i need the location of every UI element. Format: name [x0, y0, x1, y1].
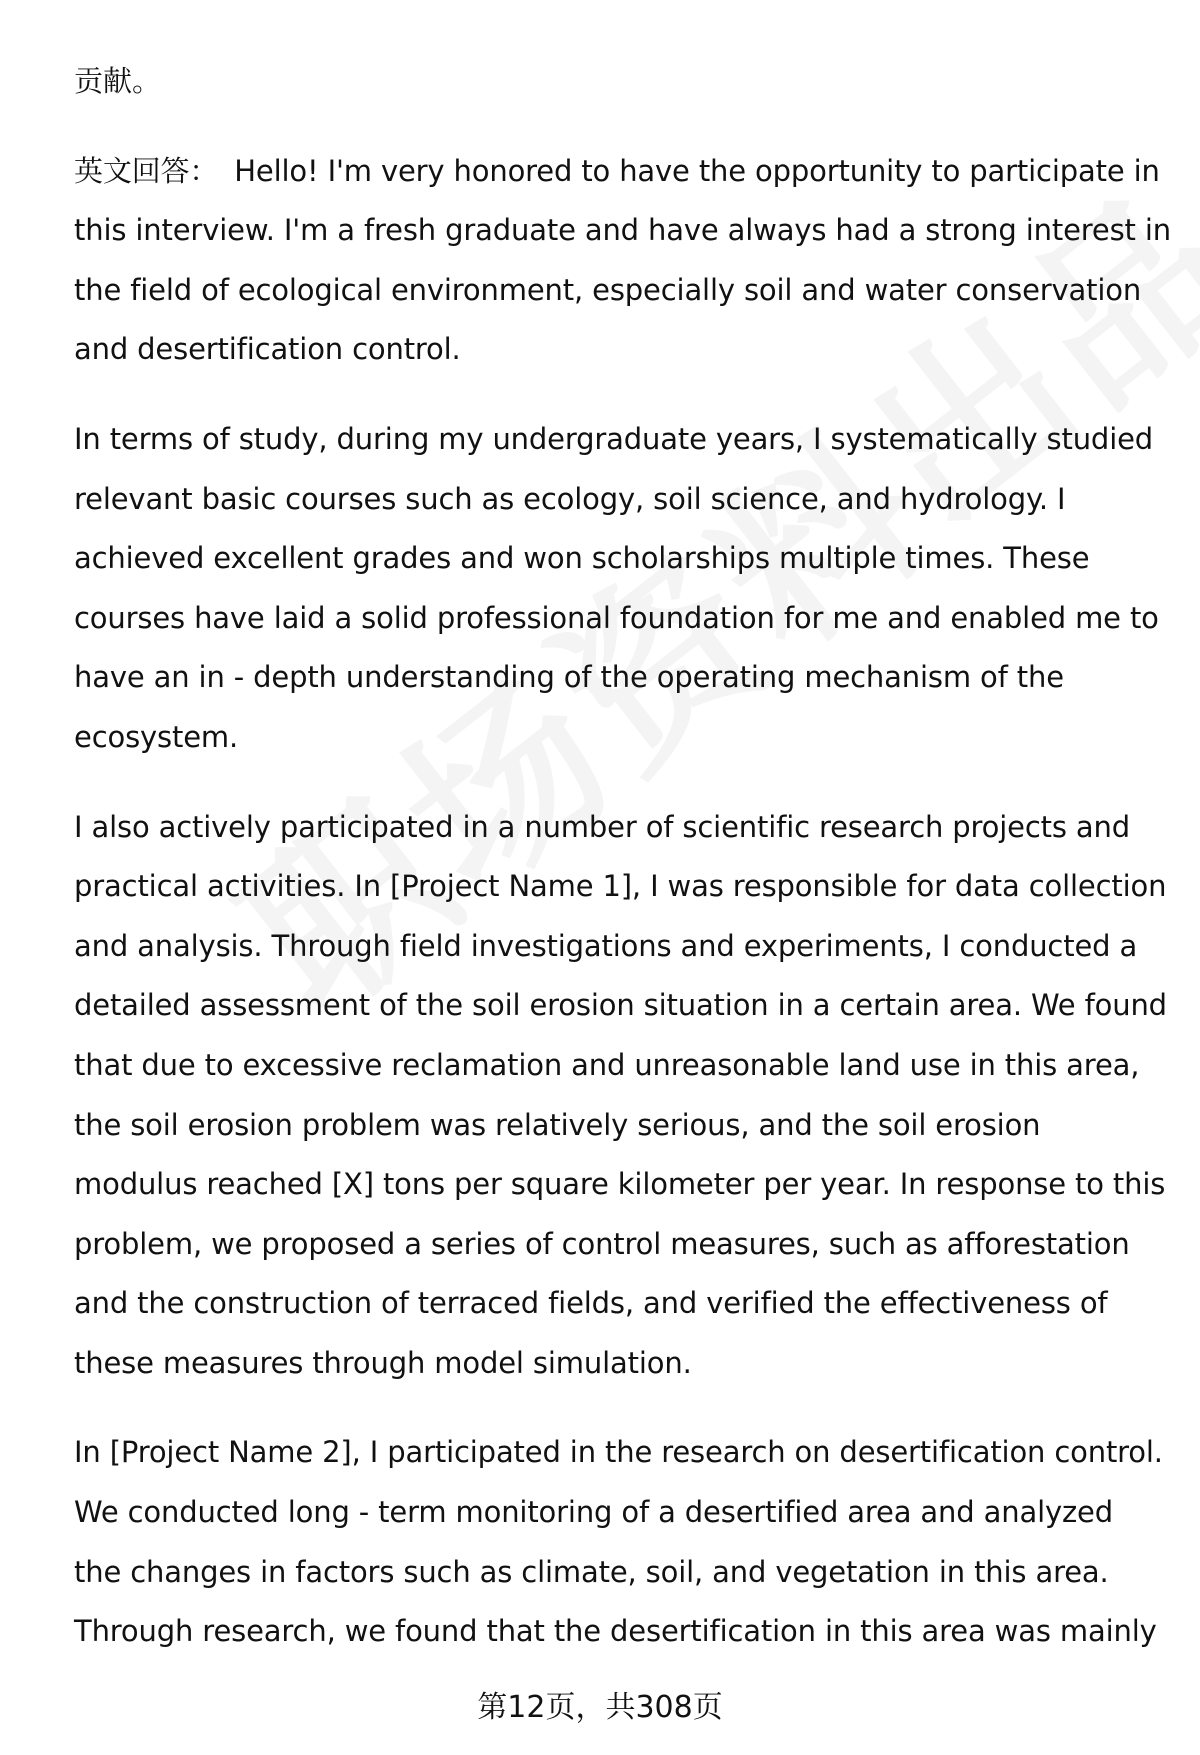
paragraph-line: ecosystem.: [74, 719, 239, 754]
continuation-text: 贡献。: [74, 64, 162, 98]
paragraph-intro: [74, 142, 1171, 380]
paragraph-line: In [Project Name 2], I participated in the research on desertification control.: [74, 1435, 1163, 1470]
paragraph-line: this interview. I'm a fresh graduate and have always had a strong interest in: [74, 213, 1171, 248]
paragraph-line: [74, 142, 1164, 202]
paragraph-line: In terms of study, during my undergraduate years, I systematically studied: [74, 421, 1154, 456]
paragraph-line: have an in - depth understanding of the operating mechanism of the: [74, 660, 1064, 695]
continuation-paragraph: [74, 52, 1164, 112]
paragraph-line: and analysis. Through field investigations and experiments, I conducted a: [74, 928, 1138, 963]
paragraph-line: and desertification control.: [74, 332, 461, 367]
paragraph-project-1: [74, 798, 1167, 1394]
page-indicator: 第12页，共308页: [477, 1690, 723, 1725]
paragraph-line: relevant basic courses such as ecology, soil science, and hydrology. I: [74, 481, 1066, 516]
paragraph-line: and the construction of terraced fields, and verified the effectiveness of: [74, 1286, 1108, 1321]
paragraph-line: Through research, we found that the desertification in this area was mainly: [74, 1614, 1157, 1649]
paragraph-line: detailed assessment of the soil erosion situation in a certain area. We found: [74, 988, 1167, 1023]
paragraph-line: courses have laid a solid professional foundation for me and enabled me to: [74, 600, 1159, 635]
paragraph-line: practical activities. In [Project Name 1], I was responsible for data collection: [74, 869, 1167, 904]
paragraph-line: modulus reached [X] tons per square kilometer per year. In response to this: [74, 1167, 1166, 1202]
paragraph-project-2: [74, 1423, 1164, 1661]
paragraph-line: the changes in factors such as climate, soil, and vegetation in this area.: [74, 1554, 1109, 1589]
paragraph-line: problem, we proposed a series of control measures, such as afforestation: [74, 1226, 1130, 1261]
paragraph-line: We conducted long - term monitoring of a desertified area and analyzed: [74, 1495, 1114, 1530]
paragraph-line: I also actively participated in a number of scientific research projects and: [74, 809, 1131, 844]
paragraph-line: that due to excessive reclamation and unreasonable land use in this area,: [74, 1047, 1140, 1082]
document-body: [74, 52, 1171, 1692]
paragraph-line: the soil erosion problem was relatively serious, and the soil erosion: [74, 1107, 1041, 1142]
line-text: Hello! I'm very honored to have the opportunity to participate in: [234, 153, 1160, 188]
paragraph-line: achieved excellent grades and won scholarships multiple times. These: [74, 541, 1090, 576]
paragraph-study: [74, 410, 1164, 768]
paragraph-line: these measures through model simulation.: [74, 1345, 692, 1380]
answer-label: 英文回答：: [74, 153, 219, 188]
paragraph-line: the field of ecological environment, especially soil and water conservation: [74, 272, 1142, 307]
